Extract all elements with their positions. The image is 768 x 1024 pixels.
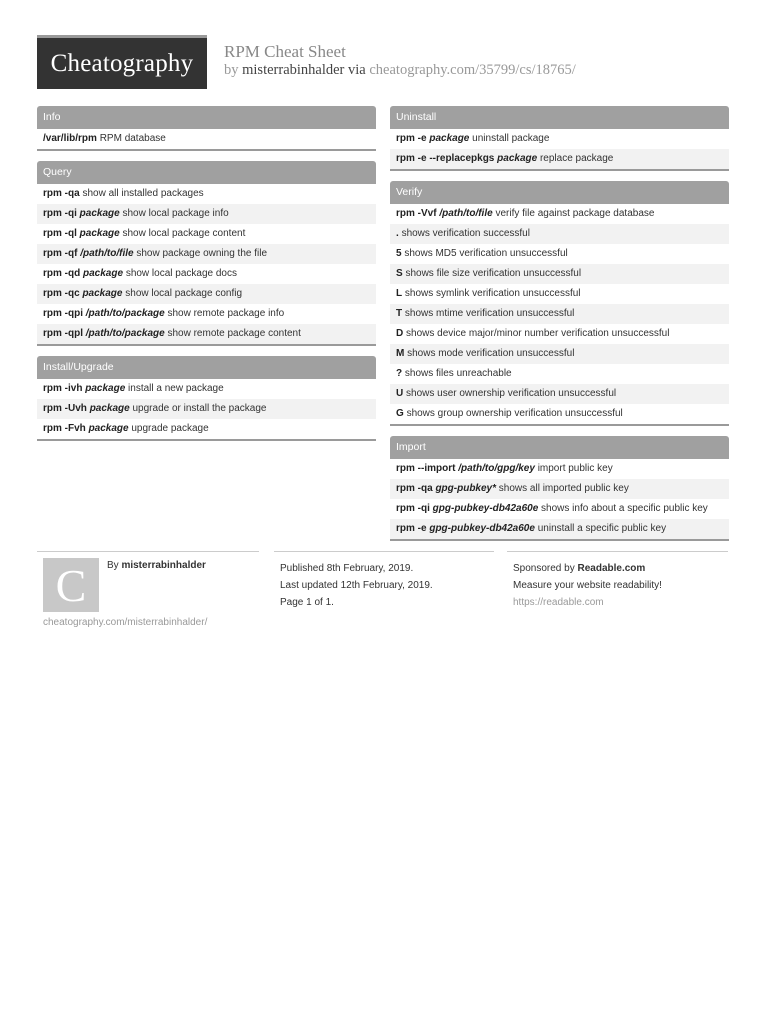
command-description: shows MD5 verification unsuccessful xyxy=(404,248,568,259)
command-text: rpm -qpl xyxy=(43,328,83,339)
command-argument: package xyxy=(83,268,124,279)
footer-dates-block xyxy=(274,551,494,621)
command-argument: /path/to/package xyxy=(85,328,165,339)
sponsor-name-link[interactable]: Readable.com xyxy=(577,563,646,574)
command-text: rpm -qpi xyxy=(43,308,83,319)
footer-author-block xyxy=(37,551,259,622)
footer-author-url-link[interactable]: cheatography.com/misterrabinhalder/ xyxy=(43,617,208,628)
command-description: import public key xyxy=(537,463,613,474)
cheat-row xyxy=(37,129,376,149)
command-description: uninstall package xyxy=(472,133,550,144)
page-title: RPM Cheat Sheet xyxy=(224,42,346,61)
cheat-row xyxy=(390,324,729,344)
cheat-row xyxy=(390,519,729,539)
sponsor-url-link[interactable]: https://readable.com xyxy=(513,597,604,608)
cheat-row xyxy=(37,324,376,344)
command-argument: /path/to/gpg/key xyxy=(458,463,535,474)
command-argument: gpg-pubkey* xyxy=(435,483,497,494)
by-prefix: by xyxy=(224,62,239,78)
command-argument: package xyxy=(82,288,123,299)
cheatography-logo[interactable]: Cheatography xyxy=(37,35,207,89)
cheat-row xyxy=(390,499,729,519)
command-text: rpm -Vvf xyxy=(396,208,437,219)
sheet-url-link[interactable]: cheatography.com/35799/cs/18765/ xyxy=(369,62,576,78)
cheat-row xyxy=(37,304,376,324)
author-avatar[interactable]: C xyxy=(43,558,99,612)
command-argument: /path/to/file xyxy=(439,208,493,219)
command-description: shows user ownership verification unsuccessful xyxy=(406,388,617,399)
cheat-row xyxy=(390,479,729,499)
cheat-row xyxy=(390,129,729,149)
command-description: show package owning the file xyxy=(136,248,267,259)
footer-author-line xyxy=(107,560,206,571)
command-text: L xyxy=(396,288,403,299)
section-header-verify: Verify xyxy=(390,181,729,204)
cheat-row xyxy=(390,344,729,364)
updated-date: Last updated 12th February, 2019. xyxy=(280,580,433,591)
cheat-row xyxy=(390,284,729,304)
published-date: Published 8th February, 2019. xyxy=(280,563,414,574)
footer-by-label: By xyxy=(107,560,119,571)
command-text: . xyxy=(396,228,399,239)
command-text: /var/lib/rpm xyxy=(43,133,97,144)
command-text: rpm -qf xyxy=(43,248,78,259)
left-column xyxy=(37,106,376,451)
cheat-row xyxy=(37,379,376,399)
command-description: replace package xyxy=(539,153,614,164)
command-argument: package xyxy=(497,153,538,164)
command-argument: package xyxy=(89,403,130,414)
cheat-row xyxy=(390,264,729,284)
cheat-row xyxy=(390,149,729,169)
cheat-row xyxy=(37,284,376,304)
section-header-import: Import xyxy=(390,436,729,459)
section-install-upgrade xyxy=(37,356,376,441)
command-argument: package xyxy=(79,208,120,219)
command-description: upgrade or install the package xyxy=(132,403,267,414)
command-description: show local package docs xyxy=(125,268,237,279)
command-description: shows mode verification unsuccessful xyxy=(407,348,575,359)
command-description: shows files unreachable xyxy=(404,368,512,379)
cheat-row xyxy=(390,384,729,404)
cheat-row xyxy=(390,364,729,384)
command-argument: package xyxy=(88,423,129,434)
command-text: rpm -e xyxy=(396,523,427,534)
section-query xyxy=(37,161,376,346)
cheat-row xyxy=(390,404,729,424)
cheat-row xyxy=(37,244,376,264)
cheat-row xyxy=(390,204,729,224)
command-description: shows device major/minor number verification unsuccessful xyxy=(406,328,670,339)
command-text: rpm -ql xyxy=(43,228,77,239)
cheat-row xyxy=(37,399,376,419)
command-description: show local package config xyxy=(125,288,243,299)
command-argument: package xyxy=(79,228,120,239)
section-header-uninstall: Uninstall xyxy=(390,106,729,129)
byline xyxy=(224,62,576,79)
command-description: shows group ownership verification unsuccessful xyxy=(406,408,623,419)
cheat-row xyxy=(390,459,729,479)
cheat-row xyxy=(390,244,729,264)
section-header-query: Query xyxy=(37,161,376,184)
cheat-row xyxy=(390,224,729,244)
command-text: rpm -qi xyxy=(396,503,430,514)
command-text: D xyxy=(396,328,404,339)
command-argument: package xyxy=(85,383,126,394)
command-text: T xyxy=(396,308,403,319)
command-text: rpm -Fvh xyxy=(43,423,86,434)
command-text: rpm -ivh xyxy=(43,383,83,394)
command-description: shows all imported public key xyxy=(498,483,629,494)
cheat-row xyxy=(37,419,376,439)
command-text: rpm -e --replacepkgs xyxy=(396,153,495,164)
section-header-install: Install/Upgrade xyxy=(37,356,376,379)
page-number: Page 1 of 1. xyxy=(280,597,334,608)
command-text: rpm -qa xyxy=(396,483,433,494)
command-text: rpm -qc xyxy=(43,288,80,299)
command-description: show remote package content xyxy=(167,328,301,339)
command-description: shows symlink verification unsuccessful xyxy=(404,288,581,299)
sponsor-tagline: Measure your website readability! xyxy=(513,580,662,591)
command-argument: package xyxy=(429,133,470,144)
section-verify xyxy=(390,181,729,426)
command-text: M xyxy=(396,348,405,359)
command-description: upgrade package xyxy=(131,423,209,434)
cheat-row xyxy=(37,184,376,204)
footer-author-link[interactable]: misterrabinhalder xyxy=(121,560,206,571)
right-column xyxy=(390,106,729,551)
author-link[interactable]: misterrabinhalder xyxy=(242,62,345,78)
command-argument: gpg-pubkey-db42a60e xyxy=(429,523,535,534)
command-description: show local package content xyxy=(122,228,246,239)
command-text: ? xyxy=(396,368,403,379)
cheat-row xyxy=(37,264,376,284)
section-import xyxy=(390,436,729,541)
command-text: rpm -e xyxy=(396,133,427,144)
sponsor-prefix: Sponsored by xyxy=(513,563,575,574)
command-description: shows info about a specific public key xyxy=(541,503,708,514)
command-description: uninstall a specific public key xyxy=(537,523,667,534)
command-argument: /path/to/package xyxy=(85,308,165,319)
command-description: verify file against package database xyxy=(495,208,655,219)
command-description: show remote package info xyxy=(167,308,285,319)
command-text: rpm -Uvh xyxy=(43,403,87,414)
cheat-row xyxy=(37,204,376,224)
cheat-row xyxy=(37,224,376,244)
command-text: rpm -qa xyxy=(43,188,80,199)
command-argument: /path/to/file xyxy=(80,248,134,259)
command-text: U xyxy=(396,388,404,399)
command-description: shows file size verification unsuccessful xyxy=(405,268,582,279)
command-description: RPM database xyxy=(99,133,166,144)
command-description: show all installed packages xyxy=(82,188,204,199)
cheat-row xyxy=(390,304,729,324)
command-description: shows verification successful xyxy=(401,228,530,239)
section-uninstall xyxy=(390,106,729,171)
sponsor-line xyxy=(513,560,728,577)
command-text: G xyxy=(396,408,404,419)
command-argument: gpg-pubkey-db42a60e xyxy=(432,503,539,514)
command-text: 5 xyxy=(396,248,402,259)
command-text: S xyxy=(396,268,403,279)
command-description: shows mtime verification unsuccessful xyxy=(404,308,575,319)
command-text: rpm --import xyxy=(396,463,456,474)
command-description: show local package info xyxy=(122,208,229,219)
command-text: rpm -qi xyxy=(43,208,77,219)
section-info xyxy=(37,106,376,151)
command-description: install a new package xyxy=(128,383,224,394)
command-text: rpm -qd xyxy=(43,268,81,279)
footer-sponsor-block xyxy=(507,551,728,621)
section-header-info: Info xyxy=(37,106,376,129)
via-label: via xyxy=(348,62,366,78)
